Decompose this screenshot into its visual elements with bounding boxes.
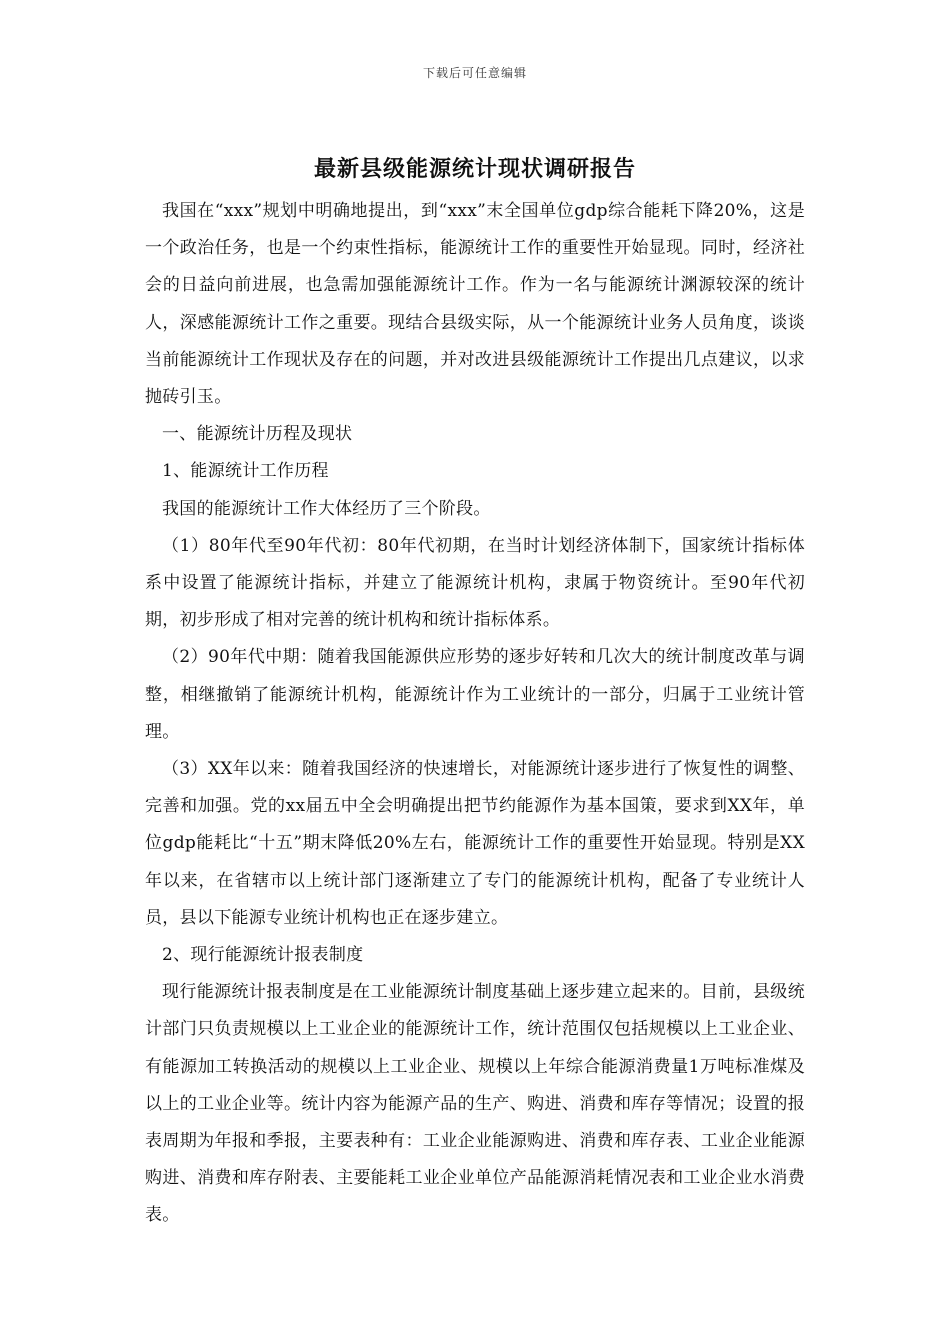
paragraph-report-system: 现行能源统计报表制度是在工业能源统计制度基础上逐步建立起来的。目前，县级统计部门只负责规模以上工业企业的能源统计工作，统计范围仅包括规模以上工业企业、有能源加工转换活动的规模以上工业企业、规模以上年综合能源消费量1万吨标准煤及以上的工业企业等。统计内容为能源产品的生产、购进、消费和库存等情况；设置的报表周期为年报和季报，主要表种有：工业企业能源购进、消费和库存表、工业企业能源购进、消费和库存附表、主要能耗工业企业单位产品能源消耗情况表和工业企业水消费表。	[145, 982, 805, 1226]
paragraph-stages-intro: 我国的能源统计工作大体经历了三个阶段。	[162, 498, 491, 519]
paragraph-stage-3: （3）XX年以来：随着我国经济的快速增长，对能源统计逐步进行了恢复性的调整、完善和加强。党的xx届五中全会明确提出把节约能源作为基本国策，要求到XX年，单位gdp能耗比“十五”期末降低20%左右，能源统计工作的重要性开始显现。特别是XX年以来，在省辖市以上统计部门逐渐建立了专门的能源统计机构，配备了专业统计人员，县以下能源专业统计机构也正在逐步建立。	[145, 759, 805, 928]
paragraph-stage-1: （1）80年代至90年代初：80年代初期，在当时计划经济体制下，国家统计指标体系中设置了能源统计指标，并建立了能源统计机构，隶属于物资统计。至90年代初期，初步形成了相对完善的统计机构和统计指标体系。	[145, 535, 805, 631]
subsection-heading-1: 1、能源统计工作历程	[162, 461, 329, 482]
document-body	[145, 193, 805, 1235]
document-title: 最新县级能源统计现状调研报告	[313, 156, 636, 182]
paragraph-intro: 我国在“xxx”规划中明确地提出，到“xxx”末全国单位gdp综合能耗下降20%，这是一个政治任务，也是一个约束性指标，能源统计工作的重要性开始显现。同时，经济社会的日益向前进展，也急需加强能源统计工作。作为一名与能源统计渊源较深的统计人，深感能源统计工作之重要。现结合县级实际，从一个能源统计业务人员角度，谈谈当前能源统计工作现状及存在的问题，并对改进县级能源统计工作提出几点建议，以求抛砖引玉。	[145, 201, 805, 408]
paragraph-stage-2: （2）90年代中期：随着我国能源供应形势的逐步好转和几次大的统计制度改革与调整，相继撤销了能源统计机构，能源统计作为工业统计的一部分，归属于工业统计管理。	[145, 647, 805, 742]
header-note: 下载后可任意编辑	[422, 66, 527, 80]
subsection-heading-2: 2、现行能源统计报表制度	[162, 945, 364, 966]
section-heading-1: 一、能源统计历程及现状	[162, 424, 353, 445]
